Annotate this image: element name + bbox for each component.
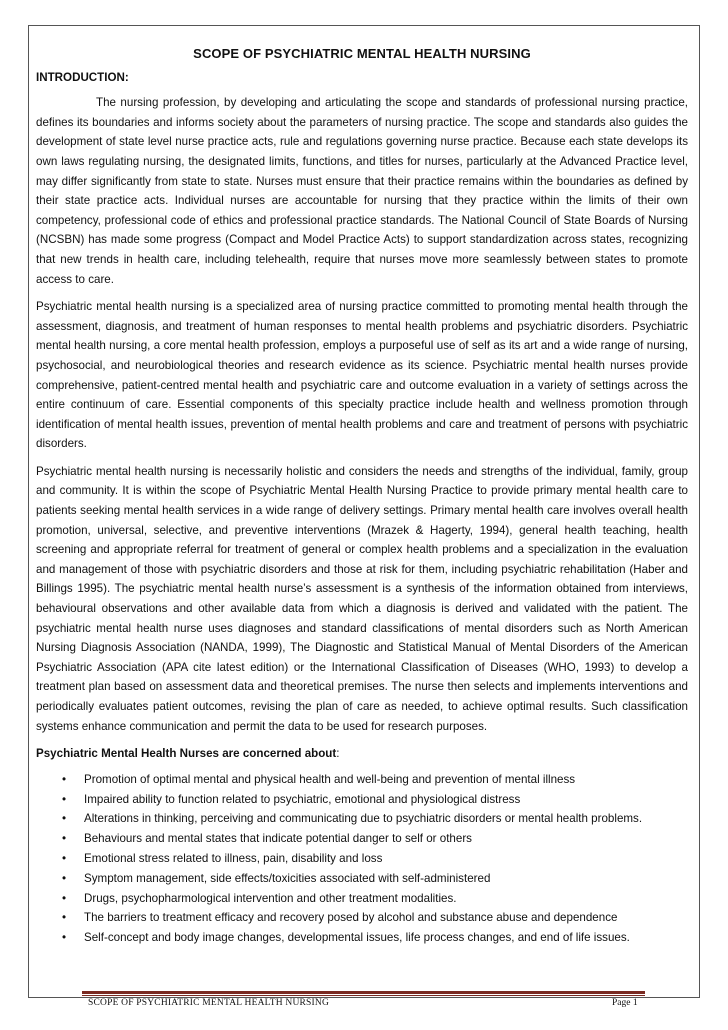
bullet-icon: • <box>62 832 67 846</box>
bullet-icon: • <box>62 931 67 945</box>
concerns-list <box>36 770 688 948</box>
document-title: SCOPE OF PSYCHIATRIC MENTAL HEALTH NURSING <box>193 46 531 61</box>
paragraph-definition: Psychiatric mental health nursing is a specialized area of nursing practice committed to promoting mental health through the assessment, diagnosis, and treatment of human responses to mental health problems and psychiatric disorders. Psychiatric mental health nursing, a core mental health profession, employs a purposeful use of self as its art and a wide range of nursing, psychosocial, and neurobiological theories and research evidence as its science. Psychiatric mental health nurses provide comprehensive, patient-centred mental health and psychiatric care and outcome evaluation in a variety of settings across the entire continuum of care. Essential components of this specialty practice include health and wellness promotion through identification of mental health issues, prevention of mental health problems and care and treatment of persons with psychiatric disorders. <box>36 300 688 451</box>
introduction-heading: INTRODUCTION: <box>36 70 129 84</box>
list-item <box>36 809 688 829</box>
list-item <box>36 849 688 869</box>
list-item <box>36 869 688 889</box>
list-item-text: Drugs, psychopharmological intervention and other treatment modalities. <box>84 891 457 905</box>
document-body <box>36 44 688 948</box>
list-item-text: Alterations in thinking, perceiving and communicating due to psychiatric disorders or mental health problems. <box>84 812 643 826</box>
list-item <box>36 889 688 909</box>
bullet-icon: • <box>62 792 67 806</box>
list-item-text: Symptom management, side effects/toxicities associated with self-administered <box>84 871 491 885</box>
bullet-icon: • <box>62 871 67 885</box>
list-item-text: The barriers to treatment efficacy and recovery posed by alcohol and substance abuse and dependence <box>84 911 618 925</box>
bullet-icon: • <box>62 812 67 826</box>
footer-rule-thick <box>82 991 645 994</box>
footer-title: SCOPE OF PSYCHIATRIC MENTAL HEALTH NURSING <box>88 998 330 1008</box>
bullet-icon: • <box>62 911 67 925</box>
concerns-heading-text: Psychiatric Mental Health Nurses are concerned about <box>36 747 337 761</box>
list-item-text: Promotion of optimal mental and physical health and well-being and prevention of mental illness <box>84 772 576 786</box>
bullet-icon: • <box>62 891 67 905</box>
list-item-text: Behaviours and mental states that indicate potential danger to self or others <box>84 832 472 846</box>
paragraph-introduction: The nursing profession, by developing and articulating the scope and standards of professional nursing practice, defines its boundaries and informs society about the parameters of nursing practice. The scope and standards also guides the development of state level nurse practice acts, rule and regulations governing nurse practice. Because each state develops its own laws regulating nursing, the designated limits, functions, and titles for nurses, particularly at the Advanced Practice level, may differ significantly from state to state. Nurses must ensure that their practice remains within the boundaries as defined by their state practice acts. Individual nurses are accountable for nursing that they practice within the limits of their own competency, professional code of ethics and professional practice standards. The National Council of State Boards of Nursing (NCSBN) has made some progress (Compact and Model Practice Acts) to support standardization across states, recognizing that new trends in health care, including telehealth, require that nurses move more seamlessly between states to promote access to care. <box>36 96 688 286</box>
list-item <box>36 928 688 948</box>
list-item-text: Impaired ability to function related to psychiatric, emotional and physiological distress <box>84 792 521 806</box>
footer-page-number: Page 1 <box>612 998 638 1008</box>
concerns-heading-colon: : <box>336 747 340 761</box>
list-item <box>36 790 688 810</box>
footer-rule-thin <box>82 995 645 996</box>
list-item <box>36 908 688 928</box>
list-item-text: Emotional stress related to illness, pain, disability and loss <box>84 851 383 865</box>
bullet-icon: • <box>62 851 67 865</box>
concerns-heading <box>36 744 688 764</box>
list-item <box>36 770 688 790</box>
list-item <box>36 829 688 849</box>
bullet-icon: • <box>62 772 67 786</box>
paragraph-holistic-care: Psychiatric mental health nursing is necessarily holistic and considers the needs and strengths of the individual, family, group and community. It is within the scope of Psychiatric Mental Health Nursing Practice to provide primary mental health care to patients seeking mental health services in a wide range of delivery settings. Primary mental health care involves overall health promotion, universal, selective, and preventive interventions (Mrazek & Hagerty, 1994), general health teaching, health screening and appropriate referral for treatment of general or complex health problems and a specialization in the evaluation and management of those with psychiatric disorders and those at risk for them, including psychiatric rehabilitation (Haber and Billings 1995). The psychiatric mental health nurse’s assessment is a synthesis of the information obtained from interviews, behavioural observations and other available data from which a diagnosis is derived and validated with the patient. The psychiatric mental health nurse uses diagnoses and standard classifications of mental disorders such as North American Nursing Diagnosis Association (NANDA, 1999), The Diagnostic and Statistical Manual of Mental Disorders of the American Psychiatric Association (APA cite latest edition) or the International Classification of Diseases (WHO, 1993) to develop a treatment plan based on assessment data and theoretical premises. The nurse then selects and implements interventions and periodically evaluates patient outcomes, revising the plan of care as needed, to achieve optimal results. Such classification systems enhance communication and permit the data to be used for research purposes. <box>36 464 688 733</box>
list-item-text: Self-concept and body image changes, developmental issues, life process changes, and end of life issues. <box>84 931 630 945</box>
